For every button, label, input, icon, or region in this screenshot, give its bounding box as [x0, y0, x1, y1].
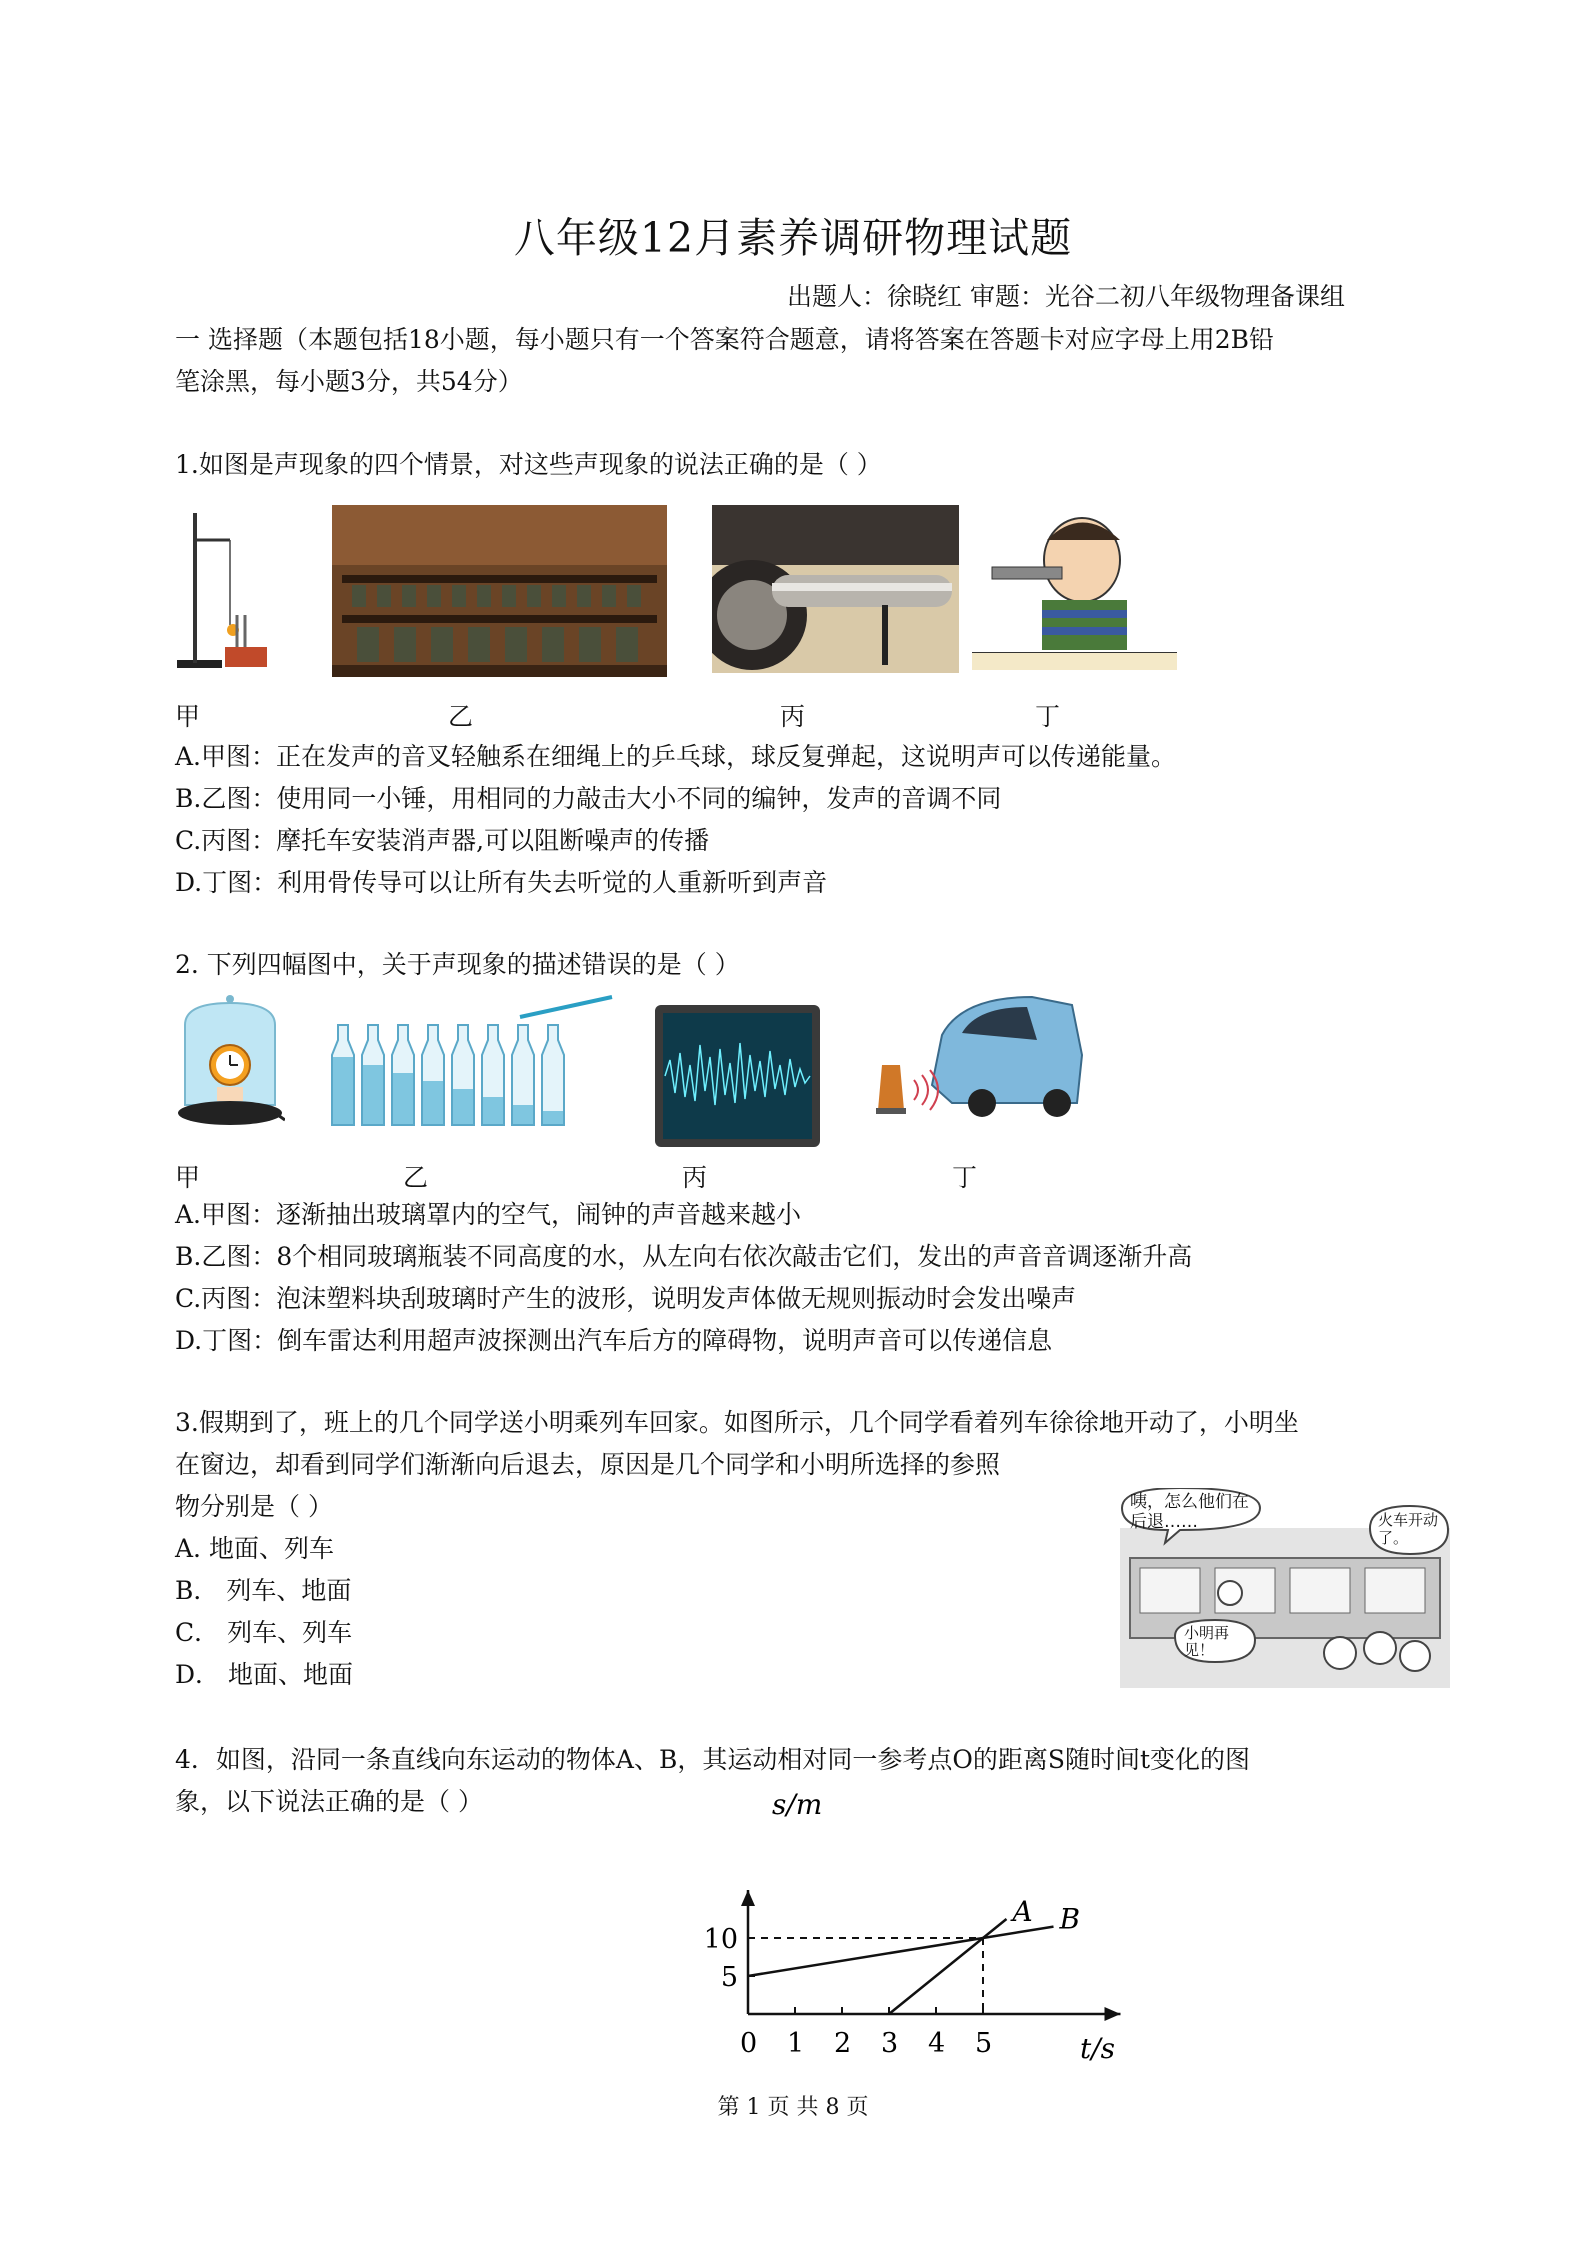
q4-stem-line1: 4．如图，沿同一条直线向东运动的物体A、B，其运动相对同一参考点O的距离S随时间t变化的图 [175, 1745, 1251, 1774]
q3-figure-train-cartoon [1120, 1488, 1450, 1688]
q1-label-yi: 乙 [448, 702, 474, 731]
q1-figure-muffler [712, 505, 959, 673]
chart-series-label-a: A [1012, 1895, 1033, 1928]
q1-option-d: D.丁图：利用骨传导可以让所有失去听觉的人重新听到声音 [175, 868, 828, 897]
q2-label-jia: 甲 [175, 1163, 201, 1192]
chart-x-axis-label: t/s [1080, 2032, 1116, 2065]
q1-figure-tuning-fork [175, 505, 275, 675]
chart-x-axis-arrow [1105, 2007, 1121, 2021]
chart-series-label-b: B [1059, 1902, 1081, 1936]
q1-label-jia: 甲 [175, 702, 201, 731]
q2-label-yi: 乙 [403, 1163, 429, 1192]
chart-y-tick-label: 5 [720, 1962, 738, 1993]
q2-option-a: A.甲图：逐渐抽出玻璃罩内的空气，闹钟的声音越来越小 [175, 1200, 802, 1229]
q2-option-b: B.乙图：8个相同玻璃瓶装不同高度的水，从左向右依次敲击它们，发出的声音音调逐渐升高 [175, 1242, 1193, 1271]
q3-bubble-text-1: 咦，怎么他们在后退…… [1130, 1492, 1249, 1532]
q2-figure-waveform [655, 1005, 820, 1147]
chart-x-tick-label: 0 [740, 2028, 758, 2059]
chart-series-line-a [889, 1919, 1007, 2014]
q2-option-d: D.丁图：倒车雷达利用超声波探测出汽车后方的障碍物，说明声音可以传递信息 [175, 1326, 1053, 1355]
q2-option-c: C.丙图：泡沫塑料块刮玻璃时产生的波形，说明发声体做无规则振动时会发出噪声 [175, 1284, 1077, 1313]
q1-label-ding: 丁 [1035, 702, 1061, 731]
q2-figure-bell-jar [175, 995, 285, 1130]
q1-option-c: C.丙图：摩托车安装消声器,可以阻断噪声的传播 [175, 826, 710, 855]
q1-option-a: A.甲图：正在发声的音叉轻触系在细绳上的乒乓球，球反复弹起，这说明声可以传递能量。 [175, 742, 1177, 771]
page-footer: 第 1 页 共 8 页 [717, 2095, 869, 2120]
q3-option-a: A. 地面、列车 [175, 1534, 334, 1563]
q2-label-ding: 丁 [952, 1163, 978, 1192]
chart-x-tick-label: 3 [881, 2028, 899, 2059]
q1-stem: 1.如图是声现象的四个情景，对这些声现象的说法正确的是（ ） [175, 450, 882, 479]
chart-x-tick-label: 4 [928, 2028, 946, 2059]
q3-option-d: D． 地面、地面 [175, 1660, 353, 1689]
q2-figure-glass-bottles [330, 995, 615, 1130]
chart-y-axis-arrow [741, 1890, 755, 1906]
section-instructions-line1: 一 选择题（本题包括18小题，每小题只有一个答案符合题意，请将答案在答题卡对应字母上用2B铅 [175, 325, 1275, 354]
author-line: 出题人：徐晓红 审题：光谷二初八年级物理备课组 [787, 282, 1345, 311]
page-title: 八年级12月素养调研物理试题 [513, 214, 1073, 262]
chart-y-axis-label: s/m [772, 1790, 823, 1821]
q3-bubble-text-3: 小明再见！ [1184, 1624, 1230, 1659]
section-instructions-line2: 笔涂黑，每小题3分，共54分） [175, 367, 523, 396]
q2-figure-reversing-radar [872, 995, 1087, 1120]
chart-y-tick-label: 10 [703, 1924, 738, 1955]
q3-bubble-text-2: 火车开动了。 [1378, 1511, 1439, 1547]
q1-option-b: B.乙图：使用同一小锤，用相同的力敲击大小不同的编钟，发声的音调不同 [175, 784, 1002, 813]
chart-x-tick-label: 2 [834, 2028, 852, 2059]
q3-option-b: B． 列车、地面 [175, 1576, 352, 1605]
q1-label-bing: 丙 [780, 702, 806, 731]
q4-stem-line2: 象，以下说法正确的是（ ） [175, 1787, 483, 1816]
q2-label-bing: 丙 [682, 1163, 708, 1192]
chart-x-tick-label: 1 [787, 2028, 805, 2059]
q1-figure-bone-conduction [972, 505, 1177, 670]
q3-stem-line3: 物分别是（ ） [175, 1492, 333, 1521]
q3-stem-line1: 3.假期到了，班上的几个同学送小明乘列车回家。如图所示，几个同学看着列车徐徐地开动了，小明坐 [175, 1408, 1299, 1437]
q3-stem-line2: 在窗边，却看到同学们渐渐向后退去，原因是几个同学和小明所选择的参照 [175, 1450, 1001, 1479]
chart-series-line-b [748, 1927, 1054, 1976]
chart-x-tick-label: 5 [975, 2028, 993, 2059]
q2-stem: 2. 下列四幅图中，关于声现象的描述错误的是（ ） [175, 950, 740, 979]
q1-figure-chime-bells [332, 505, 667, 677]
q3-option-c: C． 列车、列车 [175, 1618, 353, 1647]
q4-st-chart [700, 1790, 1130, 2075]
